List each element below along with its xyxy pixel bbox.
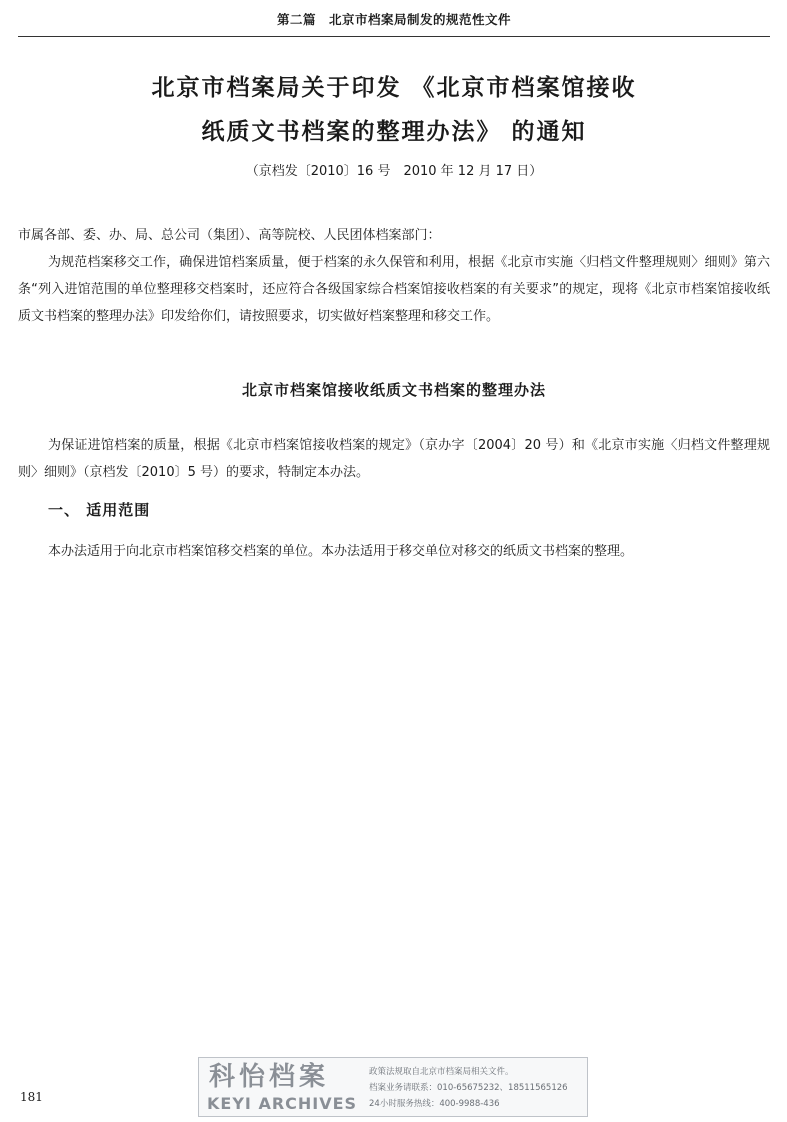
paragraph-notice: 为规范档案移交工作，确保进馆档案质量，便于档案的永久保管和利用，根据《北京市实施〈归档文件整理规则〉细则》第六条“列入进馆范围的单位整理移交档案时，还应符合各级国家综合档案馆接收档案的有关要求”的规定，现将《北京市档案馆接收纸质文书档案的整理办法》印发给你们，请按照要求，切实做好档案整理和移交工作。: [18, 255, 770, 324]
document-title: [18, 66, 770, 154]
watermark-info: [369, 1064, 568, 1112]
measures-subtitle: 北京市档案馆接收纸质文书档案的整理办法: [241, 381, 546, 399]
section-heading-scope: 一、 适用范围: [48, 501, 151, 519]
page-number: 181: [20, 1090, 43, 1104]
watermark-line-2: 档案业务请联系：010-65675232、18511565126: [369, 1083, 568, 1093]
title-line-2: 纸质文书档案的整理办法》 的通知: [201, 119, 587, 145]
title-line-1: 北京市档案局关于印发 《北京市档案馆接收: [151, 75, 637, 101]
addressee: 市属各部、委、办、局、总公司（集团）、高等院校、人民团体档案部门：: [18, 228, 441, 243]
watermark-brand-en: KEYI ARCHIVES: [207, 1094, 358, 1113]
running-header: 第二篇 北京市档案局制发的规范性文件: [18, 6, 770, 37]
paragraph-scope: 本办法适用于向北京市档案馆移交档案的单位。本办法适用于移交单位对移交的纸质文书档案的整理。: [48, 544, 634, 559]
document-number: （京档发〔2010〕16 号 2010 年 12 月 17 日）: [245, 164, 543, 179]
watermark-line-1: 政策法规取自北京市档案局相关文件。: [369, 1067, 514, 1077]
paragraph-purpose: 为保证进馆档案的质量，根据《北京市档案馆接收档案的规定》（京办字〔2004〕20 号）和《北京市实施〈归档文件整理规则〉细则》（京档发〔2010〕5 号）的要求，特制定本办法。: [18, 438, 770, 480]
watermark-line-3: 24小时服务热线：400-9988-436: [369, 1099, 500, 1109]
watermark-banner: [198, 1057, 588, 1117]
watermark-brand-cn: 科怡档案: [209, 1062, 330, 1092]
